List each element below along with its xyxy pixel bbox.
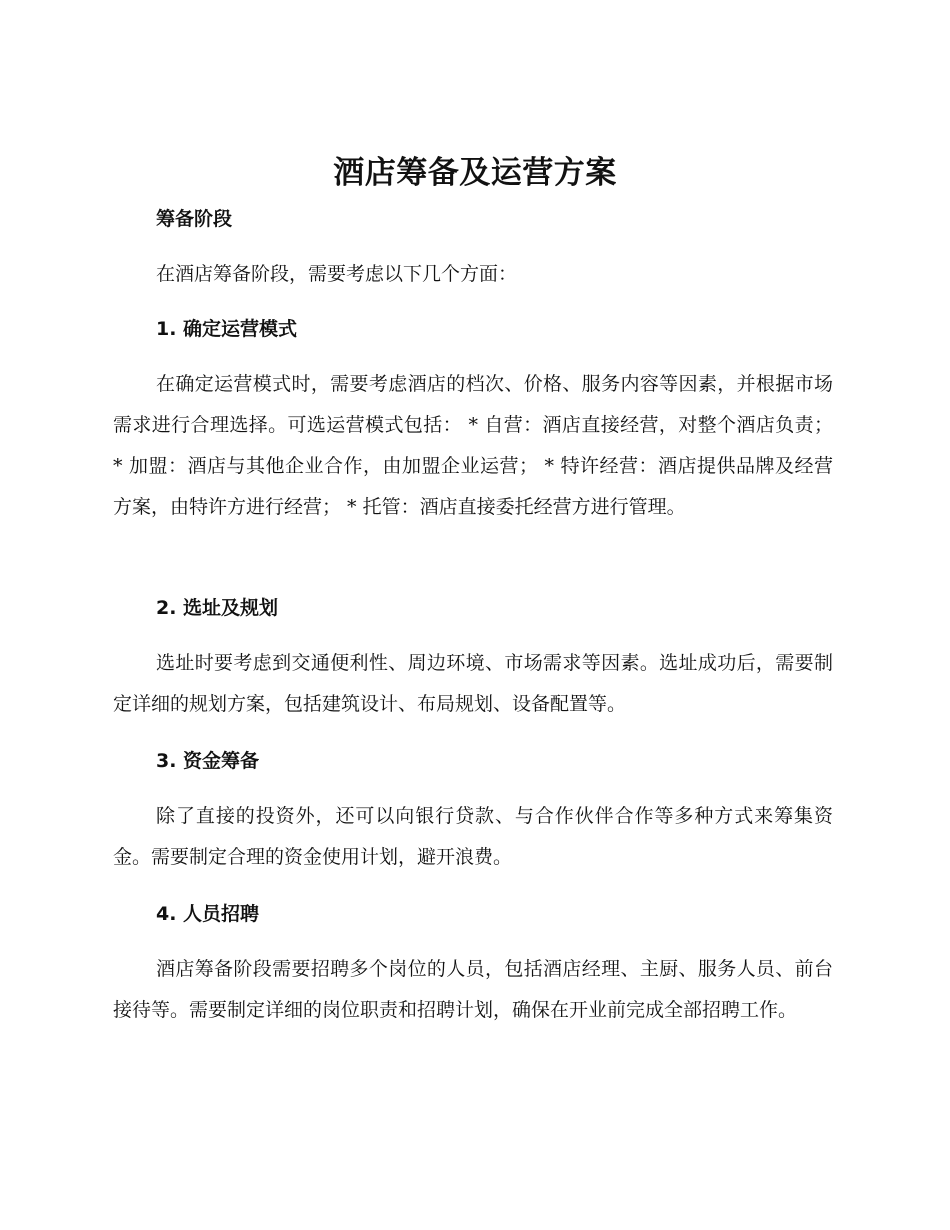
item-body-funding: 除了直接的投资外，还可以向银行贷款、与合作伙伴合作等多种方式来筹集资金。需要制定合理的资金使用计划，避开浪费。: [113, 805, 833, 868]
item-heading-funding: 3. 资金筹备: [156, 750, 260, 772]
item-body-recruitment: 酒店筹备阶段需要招聘多个岗位的人员，包括酒店经理、主厨、服务人员、前台接待等。需要制定详细的岗位职责和招聘计划，确保在开业前完成全部招聘工作。: [113, 958, 833, 1021]
section-heading: 筹备阶段: [156, 208, 233, 230]
item-heading-site-selection: 2. 选址及规划: [156, 597, 279, 619]
item-body-operation-mode: 在确定运营模式时，需要考虑酒店的档次、价格、服务内容等因素，并根据市场需求进行合理选择。可选运营模式包括： * 自营：酒店直接经营，对整个酒店负责； * 加盟：酒店与其他企业合作，由加盟企业运营； * 特许经营：酒店提供品牌及经营方案，由特许方进行经营； * 托管：酒店直接委托经营方进行管理。: [113, 373, 833, 518]
document-title: 酒店筹备及运营方案: [333, 155, 617, 191]
item-heading-recruitment: 4. 人员招聘: [156, 903, 260, 925]
item-heading-operation-mode: 1. 确定运营模式: [156, 318, 298, 340]
intro-paragraph: 在酒店筹备阶段，需要考虑以下几个方面：: [156, 263, 518, 285]
item-body-site-selection: 选址时要考虑到交通便利性、周边环境、市场需求等因素。选址成功后，需要制定详细的规划方案，包括建筑设计、布局规划、设备配置等。: [113, 652, 833, 715]
